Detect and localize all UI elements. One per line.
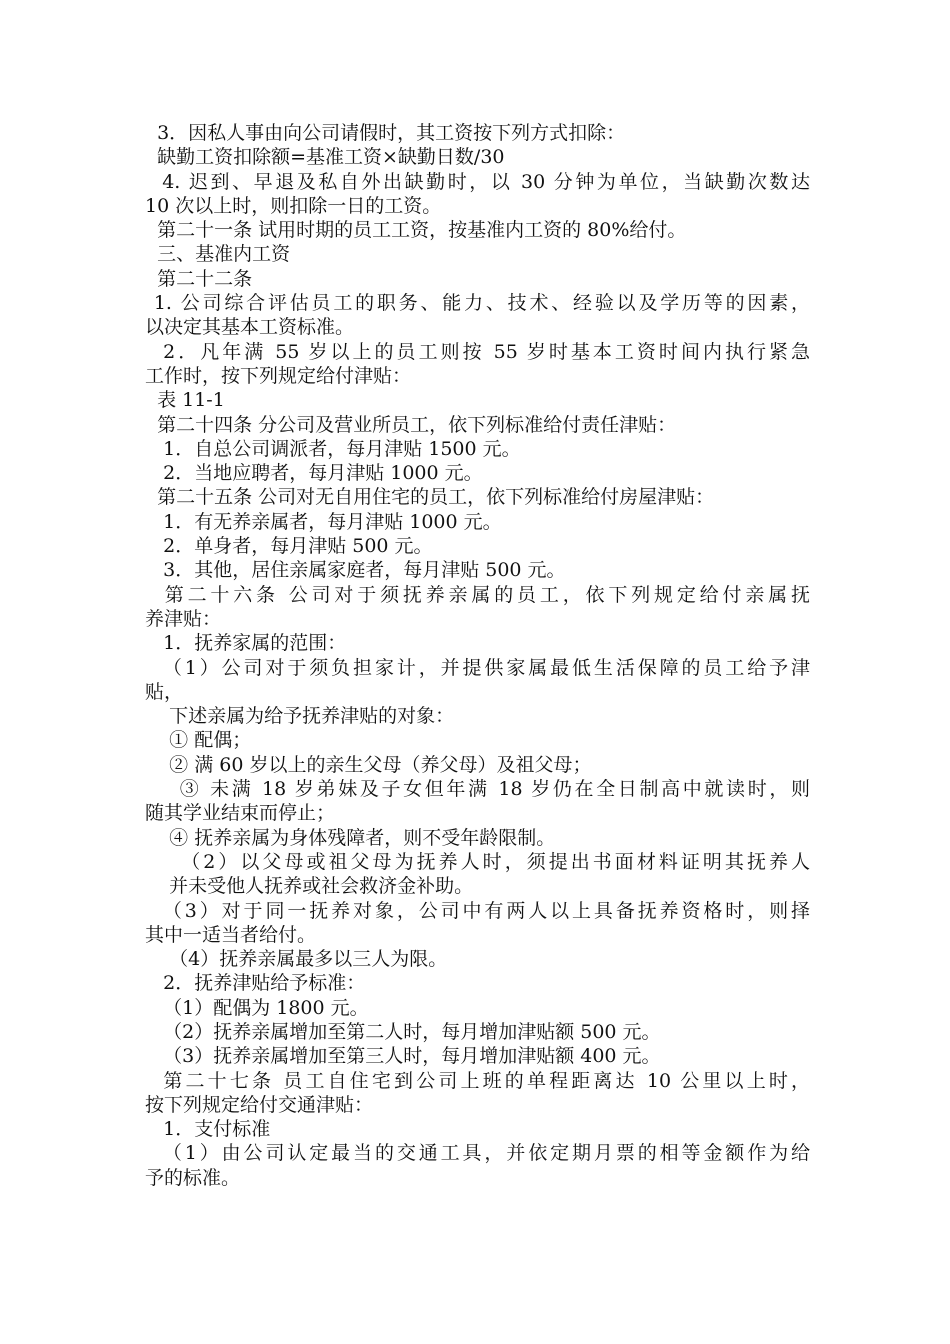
text-line: 2．当地应聘者，每月津贴 1000 元。 xyxy=(145,462,483,485)
text-line: （2）抚养亲属增加至第二人时，每月增加津贴额 500 元。 xyxy=(145,1020,661,1043)
text-line: 第二十七条 员工自住宅到公司上班的单程距离达 10 公里以上时， xyxy=(145,1069,810,1092)
text-line: 并未受他人抚养或社会救济金补助。 xyxy=(145,875,474,898)
text-line: 贴， xyxy=(145,680,184,703)
text-line: 3．因私人事由向公司请假时，其工资按下列方式扣除： xyxy=(145,122,626,144)
text-line: 养津贴： xyxy=(145,607,222,630)
text-line: 2．抚养津贴给予标准： xyxy=(145,972,366,995)
text-line: （3）抚养亲属增加至第三人时，每月增加津贴额 400 元。 xyxy=(145,1045,661,1068)
document-body xyxy=(145,121,810,1190)
text-line: 第二十四条 分公司及营业所员工，依下列标准给付责任津贴： xyxy=(145,413,677,436)
text-line: 1．自总公司调派者，每月津贴 1500 元。 xyxy=(145,437,521,460)
text-line: 其中一适当者给付。 xyxy=(145,923,317,946)
text-line: 1．支付标准 xyxy=(145,1118,271,1141)
text-line: 工作时，按下列规定给付津贴： xyxy=(145,364,412,387)
text-line: （1）由公司认定最当的交通工具，并依定期月票的相等金额作为给 xyxy=(145,1142,810,1165)
text-line: 4. 迟到、早退及私自外出缺勤时，以 30 分钟为单位，当缺勤次数达 xyxy=(145,170,810,193)
text-line: 以决定其基本工资标准。 xyxy=(145,316,355,339)
text-line: 第二十六条 公司对于须抚养亲属的员工，依下列规定给付亲属抚 xyxy=(145,583,810,606)
text-line: ③ 未满 18 岁弟妹及子女但年满 18 岁仍在全日制高中就读时，则 xyxy=(145,778,810,801)
text-line: 2．凡年满 55 岁以上的员工则按 55 岁时基本工资时间内执行紧急 xyxy=(145,340,810,363)
text-line: 随其学业结束而停止； xyxy=(145,802,336,825)
text-line: 缺勤工资扣除额=基准工资×缺勤日数/30 xyxy=(145,146,505,169)
text-line: 1. 公司综合评估员工的职务、能力、技术、经验以及学历等的因素， xyxy=(145,292,810,315)
text-line: 1．有无养亲属者，每月津贴 1000 元。 xyxy=(145,510,502,533)
text-line: （2）以父母或祖父母为抚养人时，须提出书面材料证明其抚养人 xyxy=(145,850,810,873)
text-line: ① 配偶； xyxy=(145,729,252,752)
text-line: ④ 抚养亲属为身体残障者，则不受年龄限制。 xyxy=(145,826,556,849)
text-line: 予的标准。 xyxy=(145,1166,241,1189)
text-line: （3）对于同一抚养对象，公司中有两人以上具备抚养资格时，则择 xyxy=(145,899,810,922)
text-line: 第二十二条 xyxy=(145,267,253,290)
text-line: （4）抚养亲属最多以三人为限。 xyxy=(145,948,448,971)
text-line: 下述亲属为给予抚养津贴的对象： xyxy=(145,705,455,728)
text-line: （1）配偶为 1800 元。 xyxy=(145,996,369,1019)
text-line: （1）公司对于须负担家计，并提供家属最低生活保障的员工给予津 xyxy=(145,656,810,679)
text-line: 1．抚养家属的范围： xyxy=(145,632,347,655)
text-line: 2．单身者，每月津贴 500 元。 xyxy=(145,535,433,558)
text-line: 第二十五条 公司对无自用住宅的员工，依下列标准给付房屋津贴： xyxy=(145,486,715,509)
text-line: 三、基准内工资 xyxy=(145,243,291,266)
text-line: 10 次以上时，则扣除一日的工资。 xyxy=(145,194,442,217)
text-line: 3．其他，居住亲属家庭者，每月津贴 500 元。 xyxy=(145,559,566,582)
text-line: ② 满 60 岁以上的亲生父母（养父母）及祖父母； xyxy=(145,753,592,776)
text-line: 第二十一条 试用时期的员工工资，按基准内工资的 80%给付。 xyxy=(145,219,687,242)
text-line: 按下列规定给付交通津贴： xyxy=(145,1093,374,1116)
text-line: 表 11-1 xyxy=(145,389,225,412)
